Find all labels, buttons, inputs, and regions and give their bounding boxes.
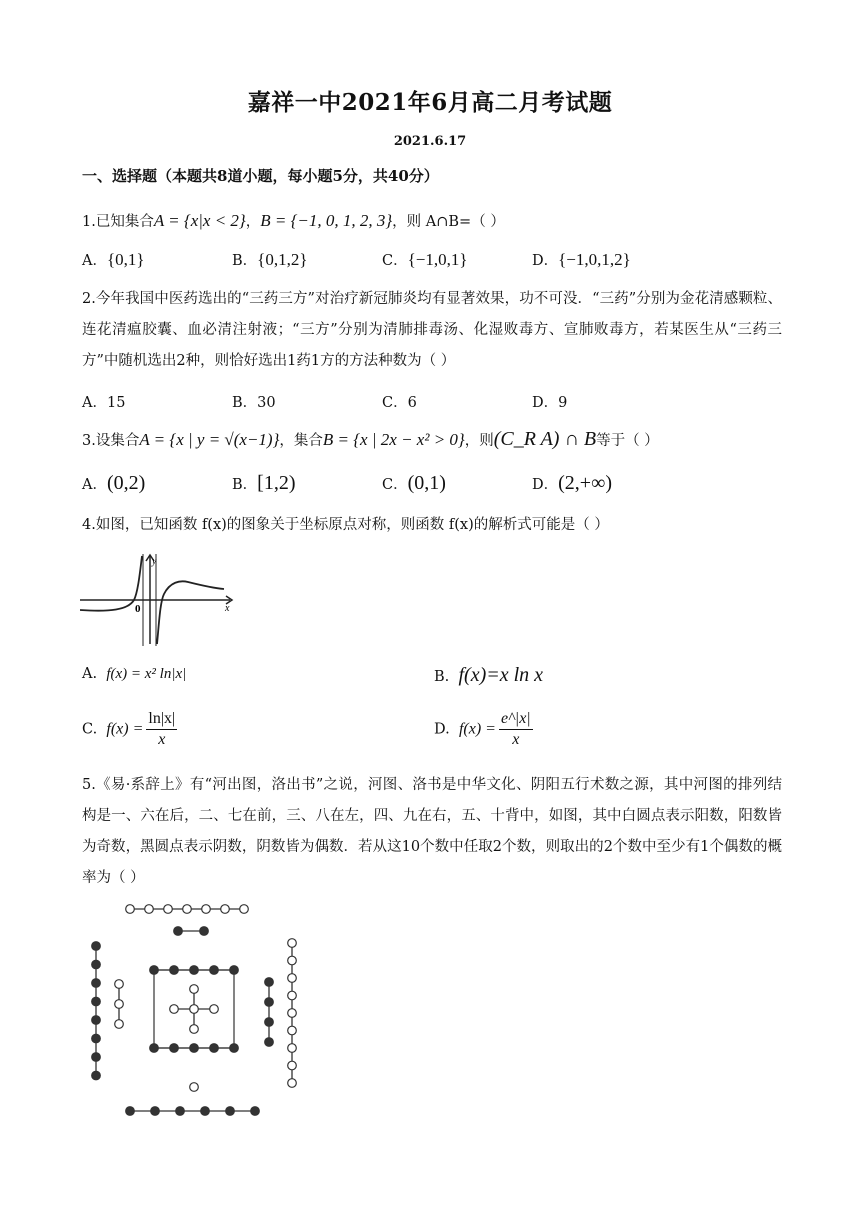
option-label: D． bbox=[532, 395, 559, 411]
q3-middle-text: ，集合 bbox=[279, 433, 323, 449]
exam-date: 2021.6.17 bbox=[393, 134, 467, 149]
left-black-column-dot bbox=[92, 942, 101, 951]
q1-option-a[interactable] bbox=[82, 249, 145, 270]
bottom-black-row-dot bbox=[251, 1107, 260, 1116]
top-white-row-dot bbox=[126, 905, 135, 914]
right-white-column-dot bbox=[288, 1079, 297, 1088]
inner-top-black-row-dot bbox=[150, 966, 159, 975]
right-white-column-dot bbox=[288, 1061, 297, 1070]
option-value: (2,+∞) bbox=[558, 472, 612, 494]
right-white-column-dot bbox=[288, 991, 297, 1000]
question-2-stem: 2.今年我国中医药选出的“三药三方”对治疗新冠肺炎均有显著效果，功不可没．“三药”分别为金花清感颗粒、连花清瘟胶囊、血必清注射液；“三方”分别为清肺排毒汤、化湿败毒方、宣肺败毒方，若某医生从“三药三方”中随机选出2种，则恰好选出1药1方的方法种数为（ ） bbox=[82, 291, 782, 369]
option-value: (0,2) bbox=[106, 472, 146, 494]
option-label: A. bbox=[82, 666, 98, 682]
option-value: [1,2) bbox=[257, 472, 296, 494]
option-value: (0,1) bbox=[407, 472, 446, 494]
q4-option-b[interactable] bbox=[434, 664, 543, 687]
q4-option-c[interactable] bbox=[82, 709, 180, 750]
left-black-column-dot bbox=[92, 979, 101, 988]
page-title: 嘉祥一中2021年6月高二月考试题 bbox=[247, 89, 613, 116]
origin-label: 0 bbox=[135, 603, 141, 615]
q2-option-a[interactable] bbox=[82, 391, 125, 412]
top-white-row-dot bbox=[183, 905, 192, 914]
top-white-row-dot bbox=[240, 905, 249, 914]
inner-bottom-black-row-dot bbox=[230, 1044, 239, 1053]
fraction-numerator: e^|x| bbox=[499, 709, 533, 730]
option-label: B． bbox=[232, 477, 258, 493]
q2-option-d[interactable] bbox=[532, 391, 567, 412]
top-black-row-dot bbox=[174, 927, 183, 936]
option-label: D． bbox=[532, 253, 559, 269]
question-5-stem: 5.《易·系辞上》有“河出图，洛出书”之说，河图、洛书是中华文化、阴阳五行术数之源，其中河图的排列结构是一、六在后，二、七在前，三、八在左，四、九在右，五、十背中，如图，其中白圆点表示阳数，阳数皆为奇数，黑圆点表示阴数，阴数皆为偶数．若从这10个数中任取2个数，则取出的2个数中至少有1个偶数的概率为（ ） bbox=[82, 777, 782, 886]
q4-option-d[interactable] bbox=[434, 709, 536, 750]
section-heading: 一、选择题（本题共8道小题，每小题5分，共40分） bbox=[82, 167, 439, 185]
q3-separator: ，则 bbox=[464, 433, 494, 449]
q3-set-b: B = {x | 2x − x² > 0} bbox=[322, 430, 465, 449]
inner-bottom-black-row-dot bbox=[190, 1044, 199, 1053]
q2-option-b[interactable] bbox=[232, 391, 276, 412]
q3-option-a[interactable] bbox=[82, 472, 145, 495]
option-value: {0,1} bbox=[106, 250, 145, 269]
left-black-column-dot bbox=[92, 1034, 101, 1043]
left-black-column-dot bbox=[92, 997, 101, 1006]
fraction-numerator: ln|x| bbox=[146, 709, 177, 730]
curve-right-branch bbox=[157, 581, 224, 644]
center-dot bbox=[210, 1005, 219, 1014]
fraction-denominator: x bbox=[158, 731, 166, 748]
q3-option-c[interactable] bbox=[382, 472, 446, 495]
option-value: {−1,0,1} bbox=[407, 250, 468, 269]
left-black-column-dot bbox=[92, 1071, 101, 1080]
top-white-row-dot bbox=[164, 905, 173, 914]
right-white-column-dot bbox=[288, 956, 297, 965]
bottom-black-row-dot bbox=[126, 1107, 135, 1116]
option-value: f(x)=x ln x bbox=[458, 664, 544, 686]
option-value: {0,1,2} bbox=[257, 250, 308, 269]
fraction bbox=[146, 709, 177, 750]
option-label: B． bbox=[232, 395, 258, 411]
question-3-stem bbox=[82, 428, 659, 452]
q4-option-a[interactable] bbox=[82, 666, 186, 683]
option-label: B. bbox=[434, 669, 450, 685]
q1-stem-start: 1.已知集合 bbox=[82, 214, 154, 230]
top-white-row-dot bbox=[221, 905, 230, 914]
right-white-column-dot bbox=[288, 939, 297, 948]
option-value: 9 bbox=[558, 395, 568, 411]
center-dot bbox=[190, 1025, 199, 1034]
q3-expression: (C_R A) ∩ B bbox=[493, 428, 597, 450]
option-prefix: f(x) = bbox=[458, 720, 496, 738]
inner-top-black-row-dot bbox=[230, 966, 239, 975]
right-white-column-dot bbox=[288, 1026, 297, 1035]
right-black-column-dot bbox=[265, 1038, 274, 1047]
fraction-denominator: x bbox=[512, 731, 520, 748]
option-value: {−1,0,1,2} bbox=[558, 250, 631, 269]
option-label: C． bbox=[382, 253, 408, 269]
function-graph bbox=[80, 552, 240, 648]
bottom-black-row-dot bbox=[226, 1107, 235, 1116]
option-label: C． bbox=[382, 477, 408, 493]
option-label: B． bbox=[232, 253, 258, 269]
bottom-white-dot bbox=[190, 1083, 199, 1092]
q1-option-b[interactable] bbox=[232, 249, 307, 270]
right-black-column-dot bbox=[265, 978, 274, 987]
center-dot bbox=[190, 985, 199, 994]
right-white-column-dot bbox=[288, 974, 297, 983]
q3-stem-end: 等于（ ） bbox=[596, 433, 659, 449]
inner-top-black-row-dot bbox=[190, 966, 199, 975]
bottom-black-row-dot bbox=[151, 1107, 160, 1116]
inner-top-black-row-dot bbox=[210, 966, 219, 975]
left-white-column-dot bbox=[115, 980, 124, 989]
q1-set-b: B = {−1, 0, 1, 2, 3} bbox=[260, 211, 393, 230]
inner-bottom-black-row-dot bbox=[150, 1044, 159, 1053]
x-axis-label: x bbox=[225, 603, 230, 614]
curve-left-branch bbox=[80, 556, 142, 611]
q1-separator: ， bbox=[245, 214, 261, 230]
hetu-diagram bbox=[82, 898, 312, 1123]
option-label: A． bbox=[82, 253, 107, 269]
inner-bottom-black-row-dot bbox=[210, 1044, 219, 1053]
q2-option-c[interactable] bbox=[382, 391, 417, 412]
question-1-stem bbox=[82, 210, 505, 233]
q3-option-b[interactable] bbox=[232, 472, 295, 495]
right-white-column-dot bbox=[288, 1044, 297, 1053]
left-black-column-dot bbox=[92, 1016, 101, 1025]
inner-bottom-black-row-dot bbox=[170, 1044, 179, 1053]
q1-set-a: A = {x|x < 2} bbox=[153, 211, 246, 230]
inner-top-black-row-dot bbox=[170, 966, 179, 975]
q3-set-a: A = {x | y = √(x−1)} bbox=[139, 430, 280, 449]
option-value: 30 bbox=[257, 395, 276, 411]
option-label: D． bbox=[532, 477, 559, 493]
left-black-column-dot bbox=[92, 960, 101, 969]
bottom-black-row-dot bbox=[201, 1107, 210, 1116]
option-label: A． bbox=[82, 477, 107, 493]
option-label: D. bbox=[434, 721, 450, 738]
top-black-row-dot bbox=[200, 927, 209, 936]
top-white-row-dot bbox=[202, 905, 211, 914]
center-dot bbox=[170, 1005, 179, 1014]
right-black-column-dot bbox=[265, 1018, 274, 1027]
q1-option-d[interactable] bbox=[532, 249, 631, 270]
left-black-column-dot bbox=[92, 1053, 101, 1062]
right-black-column-dot bbox=[265, 998, 274, 1007]
option-value: 15 bbox=[106, 395, 126, 411]
fraction bbox=[499, 709, 533, 750]
option-prefix: f(x) = bbox=[106, 720, 144, 738]
option-label: A． bbox=[82, 395, 107, 411]
bottom-black-row-dot bbox=[176, 1107, 185, 1116]
question-4-stem: 4.如图，已知函数 f(x)的图象关于坐标原点对称，则函数 f(x)的解析式可能是（ ） bbox=[82, 517, 609, 533]
left-white-column-dot bbox=[115, 1000, 124, 1009]
option-label: C. bbox=[82, 721, 98, 738]
q3-option-d[interactable] bbox=[532, 472, 612, 495]
y-axis-label: y bbox=[152, 556, 157, 567]
q3-stem-start: 3.设集合 bbox=[82, 433, 140, 449]
q1-stem-end: ，则 A∩B=（ ） bbox=[392, 214, 505, 230]
right-white-column-dot bbox=[288, 1009, 297, 1018]
option-value: 6 bbox=[407, 395, 417, 411]
option-label: C． bbox=[382, 395, 408, 411]
center-dot bbox=[190, 1005, 199, 1014]
left-white-column-dot bbox=[115, 1020, 124, 1029]
top-white-row-dot bbox=[145, 905, 154, 914]
q1-option-c[interactable] bbox=[382, 249, 468, 270]
option-value: f(x) = x² ln|x| bbox=[106, 666, 187, 682]
